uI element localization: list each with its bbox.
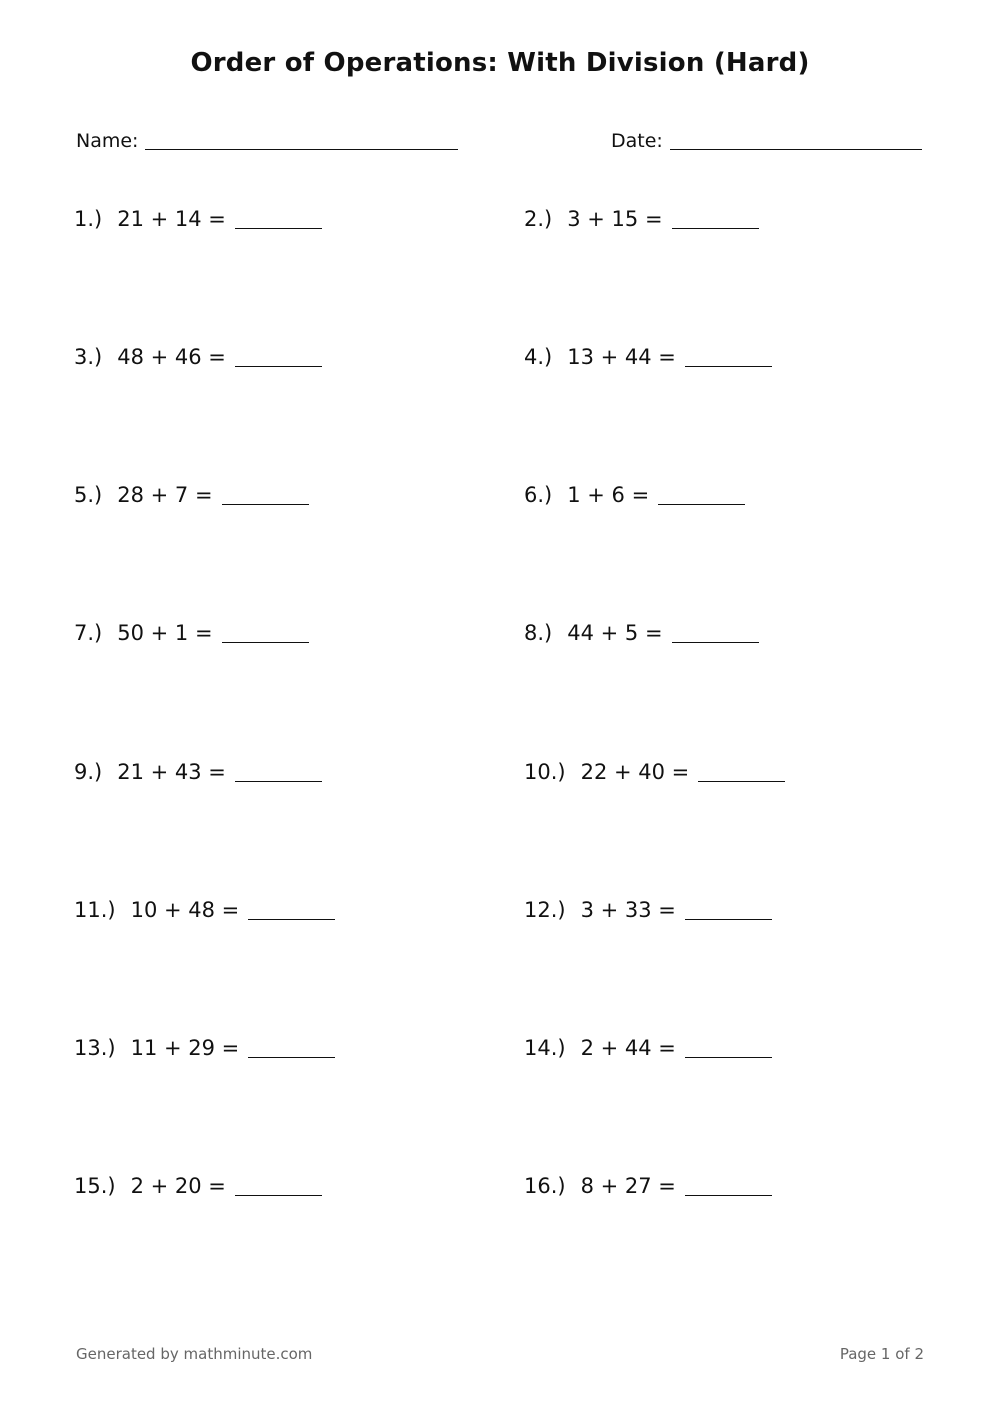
answer-blank[interactable] — [235, 759, 322, 782]
problem-expression: 50 + 1 = — [117, 621, 213, 645]
date-label: Date: — [611, 130, 663, 152]
worksheet-title: Order of Operations: With Division (Hard) — [190, 48, 810, 78]
problem-7 — [74, 617, 309, 645]
answer-blank[interactable] — [698, 759, 785, 782]
answer-blank[interactable] — [672, 206, 759, 229]
problem-number: 14.) — [524, 1036, 566, 1060]
problem-number: 2.) — [524, 207, 553, 231]
problem-number: 9.) — [74, 760, 103, 784]
problem-13 — [74, 1032, 335, 1060]
problem-3 — [74, 341, 322, 369]
problem-number: 8.) — [524, 621, 553, 645]
date-input-line[interactable] — [670, 127, 922, 150]
answer-blank[interactable] — [685, 1173, 772, 1196]
problem-number: 1.) — [74, 207, 103, 231]
problem-2 — [524, 203, 759, 231]
problem-5 — [74, 479, 309, 507]
problem-1 — [74, 203, 322, 231]
problem-number: 15.) — [74, 1174, 116, 1198]
problem-number: 11.) — [74, 898, 116, 922]
problem-6 — [524, 479, 745, 507]
problem-expression: 3 + 15 = — [567, 207, 663, 231]
name-label: Name: — [76, 130, 139, 152]
problem-expression: 21 + 14 = — [117, 207, 226, 231]
answer-blank[interactable] — [222, 482, 309, 505]
name-field — [76, 124, 458, 152]
problem-expression: 11 + 29 = — [130, 1036, 240, 1060]
problem-expression: 2 + 44 = — [580, 1036, 676, 1060]
date-field — [611, 124, 922, 152]
answer-blank[interactable] — [248, 897, 335, 920]
answer-blank[interactable] — [235, 1173, 322, 1196]
problem-8 — [524, 617, 759, 645]
footer-credit: Generated by mathminute.com — [76, 1345, 313, 1363]
problem-number: 3.) — [74, 345, 103, 369]
problem-14 — [524, 1032, 772, 1060]
problem-11 — [74, 894, 335, 922]
problem-9 — [74, 756, 322, 784]
problem-expression: 10 + 48 = — [130, 898, 240, 922]
problem-expression: 48 + 46 = — [117, 345, 226, 369]
problem-expression: 8 + 27 = — [580, 1174, 676, 1198]
answer-blank[interactable] — [658, 482, 745, 505]
problem-4 — [524, 341, 772, 369]
problem-number: 6.) — [524, 483, 553, 507]
problem-number: 5.) — [74, 483, 103, 507]
problem-number: 7.) — [74, 621, 103, 645]
problem-number: 16.) — [524, 1174, 566, 1198]
problem-10 — [524, 756, 785, 784]
problem-15 — [74, 1170, 322, 1198]
problem-16 — [524, 1170, 772, 1198]
problem-expression: 13 + 44 = — [567, 345, 676, 369]
answer-blank[interactable] — [248, 1035, 335, 1058]
answer-blank[interactable] — [222, 620, 309, 643]
problem-expression: 44 + 5 = — [567, 621, 663, 645]
answer-blank[interactable] — [235, 344, 322, 367]
page-indicator: Page 1 of 2 — [839, 1345, 924, 1363]
problem-expression: 21 + 43 = — [117, 760, 226, 784]
answer-blank[interactable] — [685, 344, 772, 367]
problem-number: 10.) — [524, 760, 566, 784]
name-input-line[interactable] — [145, 127, 458, 150]
problem-expression: 22 + 40 = — [580, 760, 690, 784]
problem-expression: 28 + 7 = — [117, 483, 213, 507]
problem-number: 4.) — [524, 345, 553, 369]
answer-blank[interactable] — [685, 897, 772, 920]
problem-12 — [524, 894, 772, 922]
answer-blank[interactable] — [685, 1035, 772, 1058]
problem-expression: 1 + 6 = — [567, 483, 650, 507]
problem-number: 13.) — [74, 1036, 116, 1060]
answer-blank[interactable] — [235, 206, 322, 229]
problem-number: 12.) — [524, 898, 566, 922]
answer-blank[interactable] — [672, 620, 759, 643]
problem-expression: 3 + 33 = — [580, 898, 676, 922]
problem-expression: 2 + 20 = — [130, 1174, 226, 1198]
